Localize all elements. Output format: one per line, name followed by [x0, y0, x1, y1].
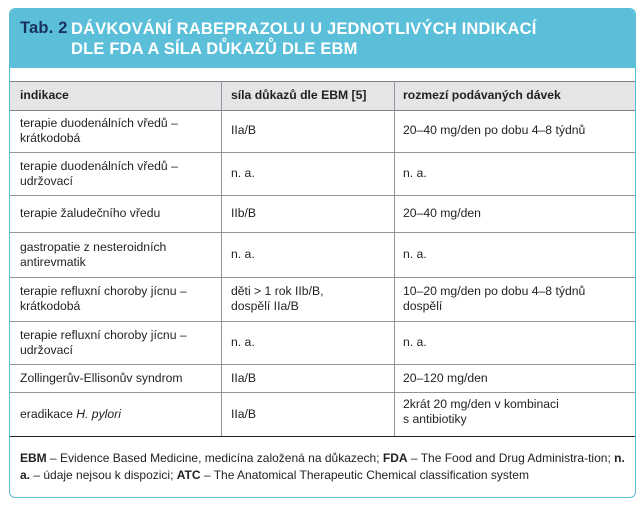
cell-dose	[403, 247, 427, 262]
table-title-line-2: DLE FDA A SÍLA DŮKAZŮ DLE EBM	[71, 40, 358, 58]
cell-evidence	[231, 166, 255, 181]
cell-indication	[20, 407, 121, 422]
table-row	[10, 152, 635, 196]
cell-line: dospělí IIa/B	[231, 299, 299, 313]
cell-evidence	[231, 335, 255, 350]
footnote-text-atc: – The Anatomical Therapeutic Chemical classification system	[200, 467, 529, 482]
footnote-text-fda: – The Food and Drug Administra-tion;	[407, 451, 615, 465]
cell-indication	[20, 284, 187, 314]
cell-line: udržovací	[20, 343, 73, 357]
cell-evidence	[231, 407, 256, 422]
cell-indication	[20, 206, 160, 221]
cell-dose	[403, 335, 427, 350]
cell-evidence	[231, 206, 256, 221]
cell-line: 20–40 mg/den po dobu 4–8 týdnů	[403, 123, 586, 137]
cell-dose	[403, 123, 585, 138]
cell-line: terapie duodenálních vředů –	[20, 116, 178, 130]
footnote-abbr-na: n. a.	[20, 451, 625, 482]
cell-line: děti > 1 rok IIb/B,	[231, 284, 324, 298]
cell-line: s antibiotiky	[403, 412, 467, 426]
cell-text-italic: H. pylori	[76, 407, 121, 421]
table-row	[10, 232, 635, 278]
table-row	[10, 364, 635, 393]
table-row	[10, 321, 635, 365]
cell-line: IIa/B	[231, 123, 257, 137]
table-title-line-1: DÁVKOVÁNÍ RABEPRAZOLU U JEDNOTLIVÝCH INDIKACÍ	[71, 20, 537, 38]
footnote-abbr-fda: FDA	[382, 451, 408, 465]
column-header-indication: indikace	[20, 88, 69, 102]
cell-indication	[20, 371, 183, 386]
cell-dose	[403, 284, 585, 314]
cell-line: IIa/B	[231, 407, 257, 421]
cell-line: 10–20 mg/den po dobu 4–8 týdnů	[403, 284, 586, 298]
cell-line: terapie žaludečního vředu	[20, 206, 161, 220]
cell-line: n. a.	[231, 335, 255, 349]
cell-line: n. a.	[403, 247, 427, 261]
cell-dose	[403, 397, 559, 427]
cell-line: terapie duodenálních vředů –	[20, 159, 178, 173]
cell-line: krátkodobá	[20, 131, 81, 145]
cell-indication	[20, 240, 166, 270]
cell-line: krátkodobá	[20, 299, 81, 313]
footnote-abbr-ebm: EBM	[20, 451, 47, 465]
cell-indication	[20, 328, 187, 358]
footnote-abbr-atc: ATC	[176, 467, 201, 482]
cell-line: terapie refluxní choroby jícnu –	[20, 284, 187, 298]
column-header-dose: rozmezí podávaných dávek	[403, 88, 561, 102]
footnote-text-ebm: – Evidence Based Medicine, medicína založená na důkazech;	[46, 451, 383, 465]
table-row	[10, 392, 635, 437]
cell-line: udržovací	[20, 174, 73, 188]
cell-line: dospělí	[403, 299, 443, 313]
cell-line: Zollingerův-Ellisonův syndrom	[20, 371, 183, 385]
cell-line: 2krát 20 mg/den v kombinaci	[403, 397, 559, 411]
cell-dose	[403, 166, 427, 181]
cell-indication	[20, 159, 178, 189]
cell-line: IIb/B	[231, 206, 257, 220]
table-header	[10, 9, 635, 68]
cell-evidence	[231, 247, 255, 262]
cell-evidence	[231, 123, 256, 138]
cell-line: n. a.	[403, 335, 427, 349]
cell-text: eradikace	[20, 407, 77, 421]
table-row	[10, 109, 635, 153]
table-number: Tab. 2	[20, 19, 68, 37]
cell-evidence	[231, 284, 323, 314]
column-header-row	[10, 81, 635, 111]
table-frame	[9, 8, 636, 498]
table-row	[10, 195, 635, 233]
table-row	[10, 277, 635, 322]
cell-line: 20–120 mg/den	[403, 371, 488, 385]
cell-line: antirevmatik	[20, 255, 86, 269]
cell-line: IIa/B	[231, 371, 257, 385]
table-footnote	[20, 450, 630, 483]
cell-line: terapie refluxní choroby jícnu –	[20, 328, 187, 342]
cell-dose	[403, 371, 488, 386]
table-title	[71, 19, 537, 59]
cell-indication	[20, 116, 178, 146]
column-header-evidence: síla důkazů dle EBM [5]	[231, 88, 367, 102]
cell-line: n. a.	[231, 166, 255, 180]
cell-dose	[403, 206, 481, 221]
cell-line: 20–40 mg/den	[403, 206, 481, 220]
cell-evidence	[231, 371, 256, 386]
cell-line: n. a.	[231, 247, 255, 261]
footnote-text-na: – údaje nejsou k dispozici;	[30, 467, 177, 482]
cell-line: gastropatie z nesteroidních	[20, 240, 167, 254]
cell-line: n. a.	[403, 166, 427, 180]
